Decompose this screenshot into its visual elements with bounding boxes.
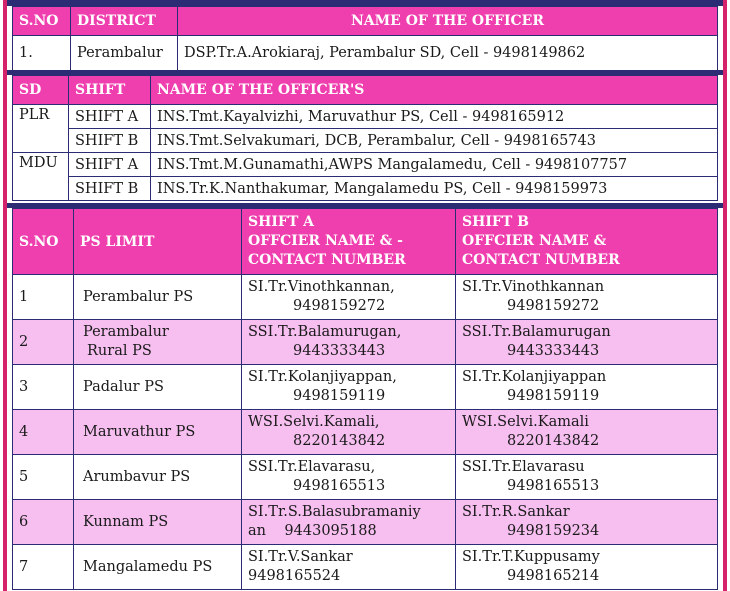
district-sno: 1. (13, 36, 71, 71)
ps-cell: Mangalamedu PS (74, 545, 242, 590)
shift-cell: SHIFT A (69, 105, 151, 129)
table-row (13, 129, 718, 153)
header-ps-limit: PS LIMIT (74, 209, 242, 275)
table-row (13, 275, 718, 320)
sno-cell: 3 (13, 365, 74, 410)
shift-a-cell (242, 545, 456, 590)
sd-cell: PLR (13, 105, 69, 153)
header-shift-b (456, 209, 718, 275)
shift-a-cell (242, 275, 456, 320)
sd-cell: MDU (13, 153, 69, 201)
officer-name: WSI.Selvi.Kamali (462, 414, 589, 430)
sno-cell: 2 (13, 320, 74, 365)
table-row (13, 153, 718, 177)
officer-phone: 9498165513 (293, 478, 386, 494)
district-table (12, 6, 718, 71)
officer-name: SI.Tr.V.Sankar (248, 549, 353, 565)
officer-cell: INS.Tmt.M.Gunamathi,AWPS Mangalamedu, Cell - 9498107757 (151, 153, 718, 177)
officer-cell: INS.Tmt.Selvakumari, DCB, Perambalur, Cell - 9498165743 (151, 129, 718, 153)
officer-name: SSI.Tr.Elavarasu, (248, 459, 376, 475)
shift-b-cell (456, 410, 718, 455)
shift-b-cell (456, 500, 718, 545)
officer-phone: 9498159272 (293, 298, 386, 314)
header-shift-b-line: SHIFT B (462, 214, 529, 230)
header-officer: NAME OF THE OFFICER (178, 7, 718, 36)
officer-name: SI.Tr.Kolanjiyappan, (248, 369, 397, 385)
officer-name: SSI.Tr.Balamurugan (462, 324, 611, 340)
shift-cell: SHIFT B (69, 129, 151, 153)
ps-cell: Perambalur PS (74, 275, 242, 320)
officer-phone: an 9443095188 (248, 523, 377, 539)
shift-cell: SHIFT B (69, 177, 151, 201)
officer-phone: 9498159119 (293, 388, 386, 404)
officer-phone: 9443333443 (293, 343, 386, 359)
header-shift-b-line: CONTACT NUMBER (462, 252, 620, 268)
officer-cell: INS.Tmt.Kayalvizhi, Maruvathur PS, Cell - 9498165912 (151, 105, 718, 129)
ps-cell (74, 320, 242, 365)
header-officers: NAME OF THE OFFICER'S (151, 76, 718, 105)
officer-name: SI.Tr.Vinothkannan (462, 279, 605, 295)
ps-cell: Padalur PS (74, 365, 242, 410)
ps-name-line: Perambalur (83, 324, 169, 340)
officer-name: SSI.Tr.Elavarasu (462, 459, 585, 475)
shift-a-cell (242, 410, 456, 455)
district-officer: DSP.Tr.A.Arokiaraj, Perambalur SD, Cell - 9498149862 (178, 36, 718, 71)
table-row (13, 105, 718, 129)
officer-name: SI.Tr.T.Kuppusamy (462, 549, 600, 565)
header-sno: S.NO (13, 209, 74, 275)
officer-phone: 9498165214 (507, 568, 600, 584)
header-shift-a (242, 209, 456, 275)
ps-table (12, 208, 718, 590)
header-shift-a-line: OFFCIER NAME & - (248, 233, 403, 249)
officer-cell: INS.Tr.K.Nanthakumar, Mangalamedu PS, Cell - 9498159973 (151, 177, 718, 201)
officer-phone: 9498159234 (507, 523, 600, 539)
officer-name: SI.Tr.R.Sankar (462, 504, 570, 520)
shift-a-cell (242, 500, 456, 545)
ps-name-line: Rural PS (87, 343, 152, 359)
header-district: DISTRICT (71, 7, 178, 36)
sno-cell: 7 (13, 545, 74, 590)
shift-b-cell (456, 365, 718, 410)
sno-cell: 5 (13, 455, 74, 500)
shift-cell: SHIFT A (69, 153, 151, 177)
shift-a-cell (242, 455, 456, 500)
shift-table (12, 75, 718, 201)
officer-phone: 9498165513 (507, 478, 600, 494)
table-row (13, 500, 718, 545)
district-name: Perambalur (71, 36, 178, 71)
officer-phone: 8220143842 (507, 433, 600, 449)
ps-cell: Arumbavur PS (74, 455, 242, 500)
officer-name: SI.Tr.Vinothkannan, (248, 279, 395, 295)
table-row (13, 320, 718, 365)
table-row (13, 455, 718, 500)
ps-cell: Kunnam PS (74, 500, 242, 545)
officer-name: SI.Tr.Kolanjiyappan (462, 369, 607, 385)
officer-phone: 9498159272 (507, 298, 600, 314)
sno-cell: 4 (13, 410, 74, 455)
header-sd: SD (13, 76, 69, 105)
officer-phone: 9498159119 (507, 388, 600, 404)
shift-b-cell (456, 455, 718, 500)
shift-a-cell (242, 320, 456, 365)
officer-phone: 8220143842 (293, 433, 386, 449)
table-row (13, 410, 718, 455)
sno-cell: 6 (13, 500, 74, 545)
officer-phone: 9498165524 (248, 568, 341, 584)
table-row (13, 545, 718, 590)
header-shift-a-line: SHIFT A (248, 214, 314, 230)
shift-a-cell (242, 365, 456, 410)
shift-b-cell (456, 545, 718, 590)
header-sno: S.NO (13, 7, 71, 36)
officer-name: WSI.Selvi.Kamali, (248, 414, 380, 430)
header-shift-a-line: CONTACT NUMBER (248, 252, 406, 268)
table-row (13, 177, 718, 201)
sno-cell: 1 (13, 275, 74, 320)
officer-phone: 9443333443 (507, 343, 600, 359)
header-shift-b-line: OFFCIER NAME & (462, 233, 607, 249)
shift-b-cell (456, 275, 718, 320)
ps-cell: Maruvathur PS (74, 410, 242, 455)
officer-name: SSI.Tr.Balamurugan, (248, 324, 402, 340)
header-shift: SHIFT (69, 76, 151, 105)
table-row (13, 365, 718, 410)
shift-b-cell (456, 320, 718, 365)
officer-name: SI.Tr.S.Balasubramaniy (248, 504, 421, 520)
